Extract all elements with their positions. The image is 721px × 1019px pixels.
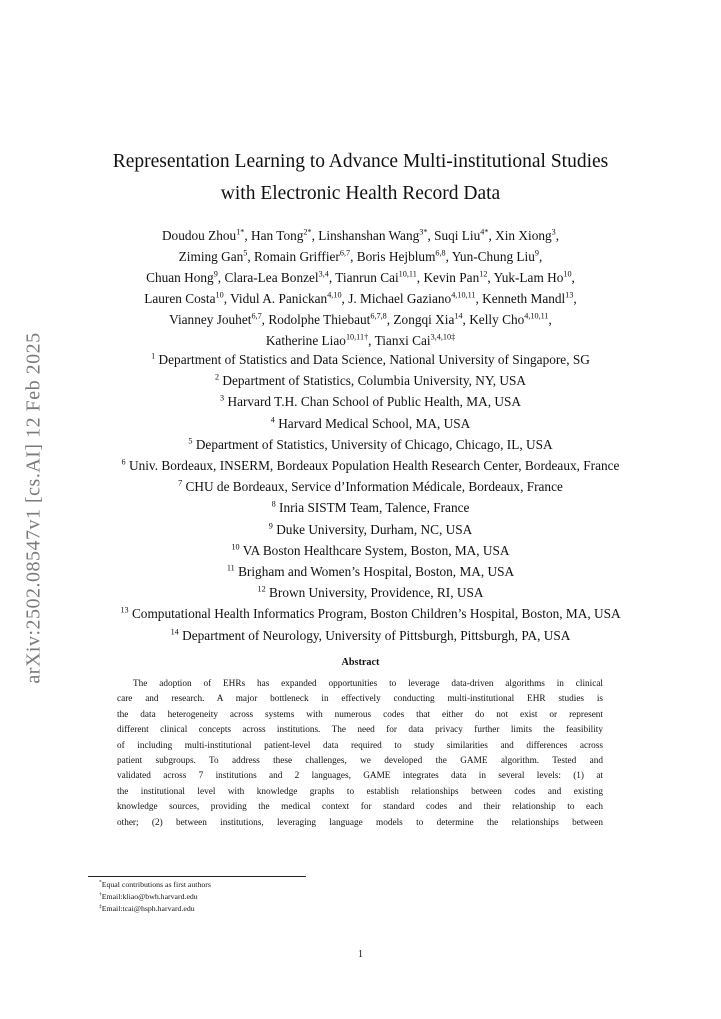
affiliation-text: Brown University, Providence, RI, USA bbox=[269, 585, 484, 601]
author-name: Clara-Lea Bonzel bbox=[224, 270, 319, 285]
affiliation-item bbox=[60, 603, 681, 624]
affiliation-text: Univ. Bordeaux, INSERM, Bordeaux Population Health Research Center, Bordeaux, France bbox=[128, 458, 620, 474]
paper-title-line-1: Representation Learning to Advance Multi-institutional Studies bbox=[112, 151, 609, 172]
author-name: Boris Hejblum bbox=[356, 249, 436, 264]
author-name: Kevin Pan bbox=[423, 270, 480, 285]
author-affiliation-marker: 3* bbox=[419, 227, 428, 237]
affiliation-item bbox=[60, 540, 681, 561]
affiliation-text: CHU de Bordeaux, Service d’Information Médicale, Bordeaux, France bbox=[185, 479, 563, 495]
author-affiliation-marker: 3,4,10‡ bbox=[430, 332, 456, 342]
paper-title-line-2: with Electronic Health Record Data bbox=[220, 183, 501, 204]
author-name: Kelly Cho bbox=[469, 312, 525, 327]
paper-title bbox=[80, 146, 641, 210]
affiliation-number: 5 bbox=[188, 436, 193, 446]
footnote-item bbox=[99, 903, 211, 915]
footnote-mark: ‡ bbox=[99, 903, 102, 909]
affiliation-number: 8 bbox=[271, 500, 276, 509]
footnote-mark: † bbox=[99, 891, 102, 898]
affiliation-text: Computational Health Informatics Program, Boston Children’s Hospital, Boston, MA, USA bbox=[131, 606, 621, 622]
affiliation-item bbox=[60, 391, 681, 412]
abstract-text bbox=[117, 677, 603, 831]
author-affiliation-marker: 2* bbox=[303, 227, 312, 237]
author-name: Tianxi Cai bbox=[374, 333, 431, 348]
abstract-line: the institutional level with knowledge graphs to establish relationships between codes and existing bbox=[117, 786, 603, 797]
author-affiliation-marker: 6,7 bbox=[251, 311, 262, 321]
affiliation-item bbox=[60, 582, 681, 603]
affiliation-number: 9 bbox=[268, 521, 273, 531]
author-affiliation-marker: 10,11 bbox=[398, 269, 417, 279]
affiliation-item bbox=[60, 413, 681, 434]
affiliation-text: VA Boston Healthcare System, Boston, MA, USA bbox=[242, 542, 510, 558]
footnote-list bbox=[99, 879, 211, 914]
author-name: Han Tong bbox=[251, 228, 304, 243]
affiliation-item bbox=[60, 561, 681, 582]
abstract-line: the data heterogeneity across systems with numerous codes that either do not exist or represent bbox=[117, 709, 603, 720]
author-affiliation-marker: 4,10 bbox=[327, 290, 342, 300]
author-affiliation-marker: 9 bbox=[213, 269, 218, 279]
affiliation-number: 4 bbox=[270, 415, 275, 425]
author-footnote-mark: † bbox=[364, 332, 369, 342]
abstract-line: of including multi-institutional patient-level data required to study similarities and differences across bbox=[117, 740, 603, 751]
abstract-line: patient subgroups. To address these challenges, we developed the GAME algorithm. Tested and bbox=[117, 756, 603, 767]
affiliation-number: 11 bbox=[226, 563, 235, 573]
author-affiliation-marker: 12 bbox=[479, 269, 488, 279]
affiliation-number: 12 bbox=[257, 584, 266, 594]
affiliation-text: Harvard T.H. Chan School of Public Health, MA, USA bbox=[227, 394, 521, 410]
author-line: Doudou Zhou$^{1*}$, Han Tong$^{2*}$, Linshanshan Wang$^{3*}$, Suqi Liu$^{4*}$, Xin Xiong$^3$, bbox=[161, 227, 560, 243]
author-affiliation-marker: 6,7,8 bbox=[370, 311, 387, 321]
author-name: Kenneth Mandl bbox=[482, 291, 566, 306]
author-line: Ziming Gan$^5$, Romain Griffier$^{6,7}$, Boris Hejblum$^{6,8}$, Yun-Chung Liu$^9$, bbox=[178, 248, 543, 264]
author-name: Vianney Jouhet bbox=[169, 312, 252, 327]
author-name: Doudou Zhou bbox=[161, 228, 237, 243]
affiliation-item bbox=[60, 519, 681, 540]
footnote-item bbox=[99, 879, 211, 891]
author-affiliation-marker: 3 bbox=[551, 227, 556, 237]
affiliation-number: 7 bbox=[178, 478, 183, 488]
author-name: Yun-Chung Liu bbox=[451, 249, 535, 264]
author-affiliation-marker: 13 bbox=[565, 290, 574, 300]
page-number: 1 bbox=[358, 949, 363, 960]
author-line: Vianney Jouhet$^{6,7}$, Rodolphe Thiebaut$^{6,7,8}$, Zongqi Xia$^{14}$, Kelly Cho$^{4,10,11}$, bbox=[169, 311, 552, 327]
author-affiliation-marker: 3,4 bbox=[318, 269, 329, 279]
affiliation-number: 13 bbox=[120, 606, 129, 616]
author-name: Xin Xiong bbox=[495, 228, 552, 243]
author-name: Yuk-Lam Ho bbox=[493, 270, 564, 285]
affiliation-item bbox=[60, 349, 681, 370]
author-affiliation-marker: 4,10,11 bbox=[524, 311, 549, 321]
author-affiliation-marker: 6,7 bbox=[339, 248, 351, 258]
abstract-line: The adoption of EHRs has expanded opportunities to leverage data-driven algorithms in clinical bbox=[133, 679, 603, 689]
author-name: Linshanshan Wang bbox=[318, 228, 420, 243]
affiliation-text: Harvard Medical School, MA, USA bbox=[278, 415, 471, 431]
author-affiliation-marker: 9 bbox=[534, 248, 539, 258]
affiliation-item bbox=[60, 625, 681, 646]
abstract-line: other; (2) between institutions, leveraging language models to determine the relationships between bbox=[117, 817, 603, 828]
footnote-mark: * bbox=[99, 879, 102, 886]
author-affiliation-marker: 6,8 bbox=[435, 248, 446, 258]
affiliation-number: 10 bbox=[231, 542, 240, 552]
footnote-text: Equal contributions as first authors bbox=[101, 880, 211, 889]
footnote-item bbox=[99, 891, 211, 903]
affiliation-item bbox=[60, 455, 681, 476]
abstract-line: care and research. A major bottleneck in effectively conducting multi-institutional EHR studies is bbox=[117, 694, 603, 705]
affiliation-item bbox=[60, 434, 681, 455]
author-affiliation-marker: 4* bbox=[480, 227, 489, 237]
abstract-line: knowledge sources, providing the medical context for standard codes and their relationship to each bbox=[117, 802, 603, 813]
author-line: Chuan Hong$^9$, Clara-Lea Bonzel$^{3,4}$, Tianrun Cai$^{10,11}$, Kevin Pan$^{12}$, Yuk-Lam Ho$^{10}$, bbox=[146, 269, 575, 285]
author-name: Ziming Gan bbox=[178, 249, 244, 264]
affiliation-text: Inria SISTM Team, Talence, France bbox=[279, 500, 470, 516]
affiliation-text: Brigham and Women’s Hospital, Boston, MA, USA bbox=[238, 564, 515, 580]
affiliation-number: 14 bbox=[170, 627, 179, 637]
affiliation-text: Department of Statistics and Data Science, National University of Singapore, SG bbox=[158, 352, 590, 367]
author-name: J. Michael Gaziano bbox=[348, 291, 452, 306]
abstract-line: different clinical concepts across institutions. The need for data privacy further limits the feasibility bbox=[117, 725, 603, 736]
author-affiliation-marker: 10,11 bbox=[345, 332, 365, 342]
abstract-heading: Abstract bbox=[341, 657, 380, 668]
affiliation-item bbox=[60, 497, 681, 518]
affiliation-list bbox=[60, 349, 681, 646]
affiliation-number: 3 bbox=[220, 393, 225, 403]
affiliation-text: Department of Neurology, University of Pittsburgh, Pittsburgh, PA, USA bbox=[182, 627, 571, 643]
author-name: Tianrun Cai bbox=[335, 270, 399, 285]
arxiv-identifier-stamp: arXiv:2502.08547v1 [cs.AI] 12 Feb 2025 bbox=[22, 332, 45, 684]
author-name: Lauren Costa bbox=[144, 291, 216, 306]
author-name: Suqi Liu bbox=[434, 228, 481, 243]
author-affiliation-marker: 10 bbox=[563, 269, 572, 279]
abstract-line: validated across 7 institutions and 2 languages, GAME integrates data in several levels: (1) at bbox=[117, 771, 603, 782]
footnote-divider bbox=[88, 876, 306, 877]
affiliation-number: 1 bbox=[151, 351, 156, 361]
author-name: Katherine Liao bbox=[265, 333, 346, 348]
author-list bbox=[80, 225, 641, 351]
affiliation-text: Department of Statistics, Columbia University, NY, USA bbox=[222, 373, 526, 389]
author-name: Rodolphe Thiebaut bbox=[268, 312, 371, 327]
footnote-text: Email:tcai@hsph.harvard.edu bbox=[101, 903, 195, 913]
author-name: Romain Griffier bbox=[254, 249, 340, 264]
affiliation-text: Duke University, Durham, NC, USA bbox=[276, 521, 473, 537]
author-affiliation-marker: 5 bbox=[243, 248, 248, 258]
author-line: Lauren Costa$^{10}$, Vidul A. Panickan$^{4,10}$, J. Michael Gaziano$^{4,10,11}$, Kenneth Mandl$^{13}$, bbox=[144, 290, 577, 306]
author-name: Zongqi Xia bbox=[393, 312, 455, 327]
author-line: Katherine Liao$^{10,11\dagger}$, Tianxi Cai$^{3,4,10\ddagger}$ bbox=[265, 332, 456, 348]
author-footnote-mark: * bbox=[240, 227, 245, 237]
author-name: Vidul A. Panickan bbox=[230, 291, 328, 306]
author-affiliation-marker: 14 bbox=[454, 311, 463, 321]
author-affiliation-marker: 1 bbox=[236, 227, 241, 237]
author-affiliation-marker: 10 bbox=[215, 290, 224, 300]
affiliation-text: Department of Statistics, University of Chicago, Chicago, IL, USA bbox=[195, 436, 553, 452]
footnote-text: Email:kliao@bwh.harvard.edu bbox=[101, 891, 198, 901]
affiliation-number: 2 bbox=[214, 372, 220, 382]
author-affiliation-marker: 4,10,11 bbox=[451, 290, 476, 300]
affiliation-number: 6 bbox=[121, 457, 126, 467]
affiliation-item bbox=[60, 370, 681, 391]
author-name: Chuan Hong bbox=[146, 270, 214, 285]
affiliation-item bbox=[60, 476, 681, 497]
